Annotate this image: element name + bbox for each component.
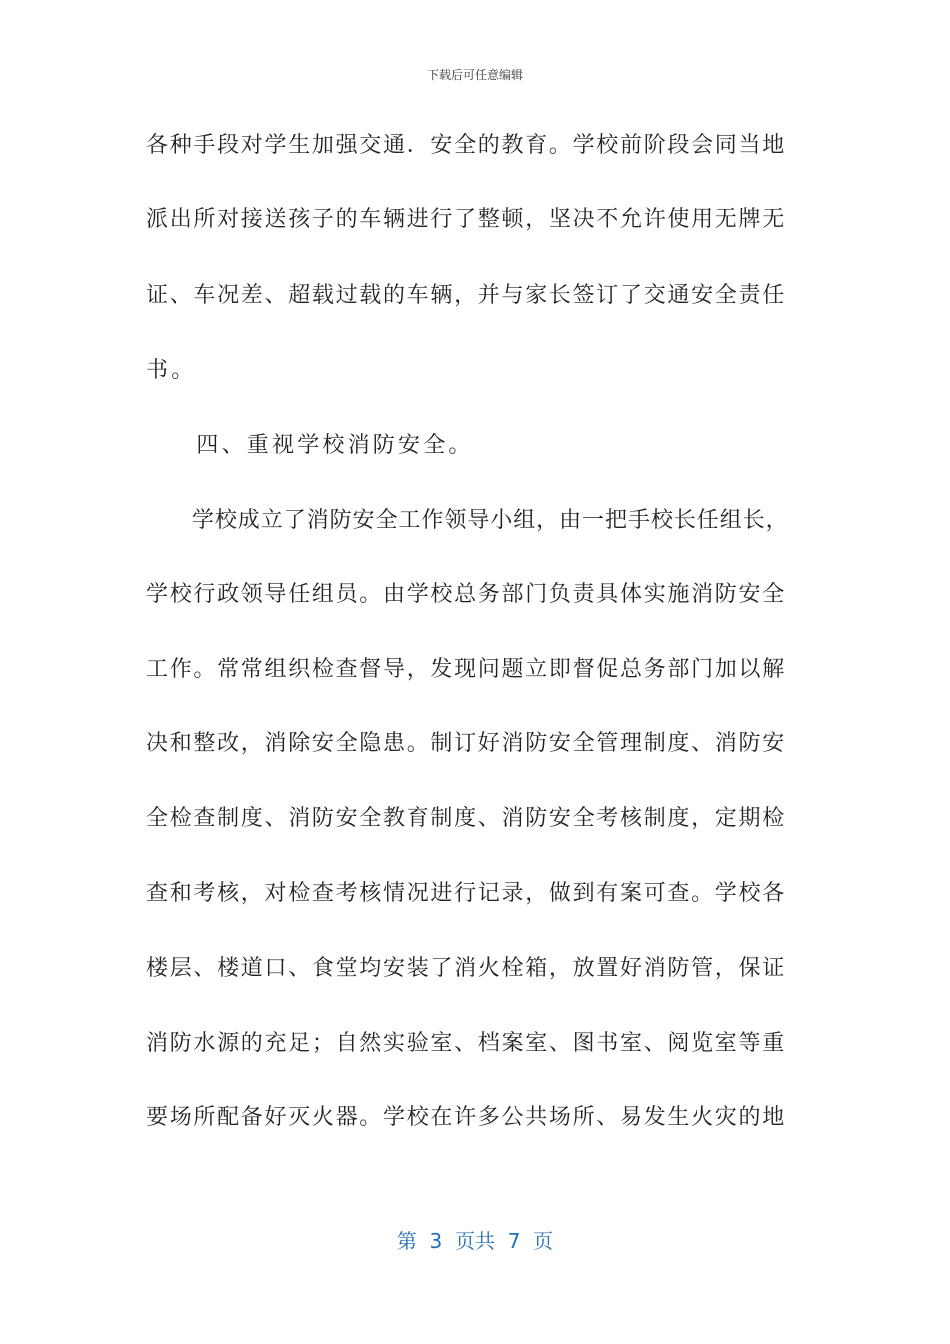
body-line: 证、车况差、超载过载的车辆，并与家长签订了交通安全责任 [146, 283, 786, 308]
body-line: 派出所对接送孩子的车辆进行了整顿，坚决不允许使用无牌无 [146, 207, 786, 232]
body-line: 工作。常常组织检查督导，发现问题立即督促总务部门加以解 [146, 657, 786, 682]
body-line: 学校成立了消防安全工作领导小组，由一把手校长任组长， [146, 508, 789, 533]
body-line: 各种手段对学生加强交通．安全的教育。学校前阶段会同当地 [146, 133, 786, 158]
body-line: 学校行政领导任组员。由学校总务部门负责具体实施消防安全 [146, 582, 786, 607]
page-number-footer: 第 3 页共 7 页 [396, 1229, 554, 1253]
header-note: 下载后可任意编辑 [426, 68, 523, 82]
body-line: 楼层、楼道口、食堂均安装了消火栓箱，放置好消防管，保证 [146, 956, 786, 981]
body-line: 查和考核，对检查考核情况进行记录，做到有案可查。学校各 [146, 881, 786, 906]
body-line: 决和整改，消除安全隐患。制订好消防安全管理制度、消防安 [146, 731, 786, 756]
body-line: 书。 [146, 358, 197, 383]
body-line: 全检查制度、消防安全教育制度、消防安全考核制度，定期检 [146, 806, 786, 831]
section-heading: 四、重视学校消防安全。 [146, 433, 474, 458]
body-line: 消防水源的充足；自然实验室、档案室、图书室、阅览室等重 [146, 1031, 786, 1056]
body-line: 要场所配备好灭火器。学校在许多公共场所、易发生火灾的地 [146, 1105, 786, 1130]
